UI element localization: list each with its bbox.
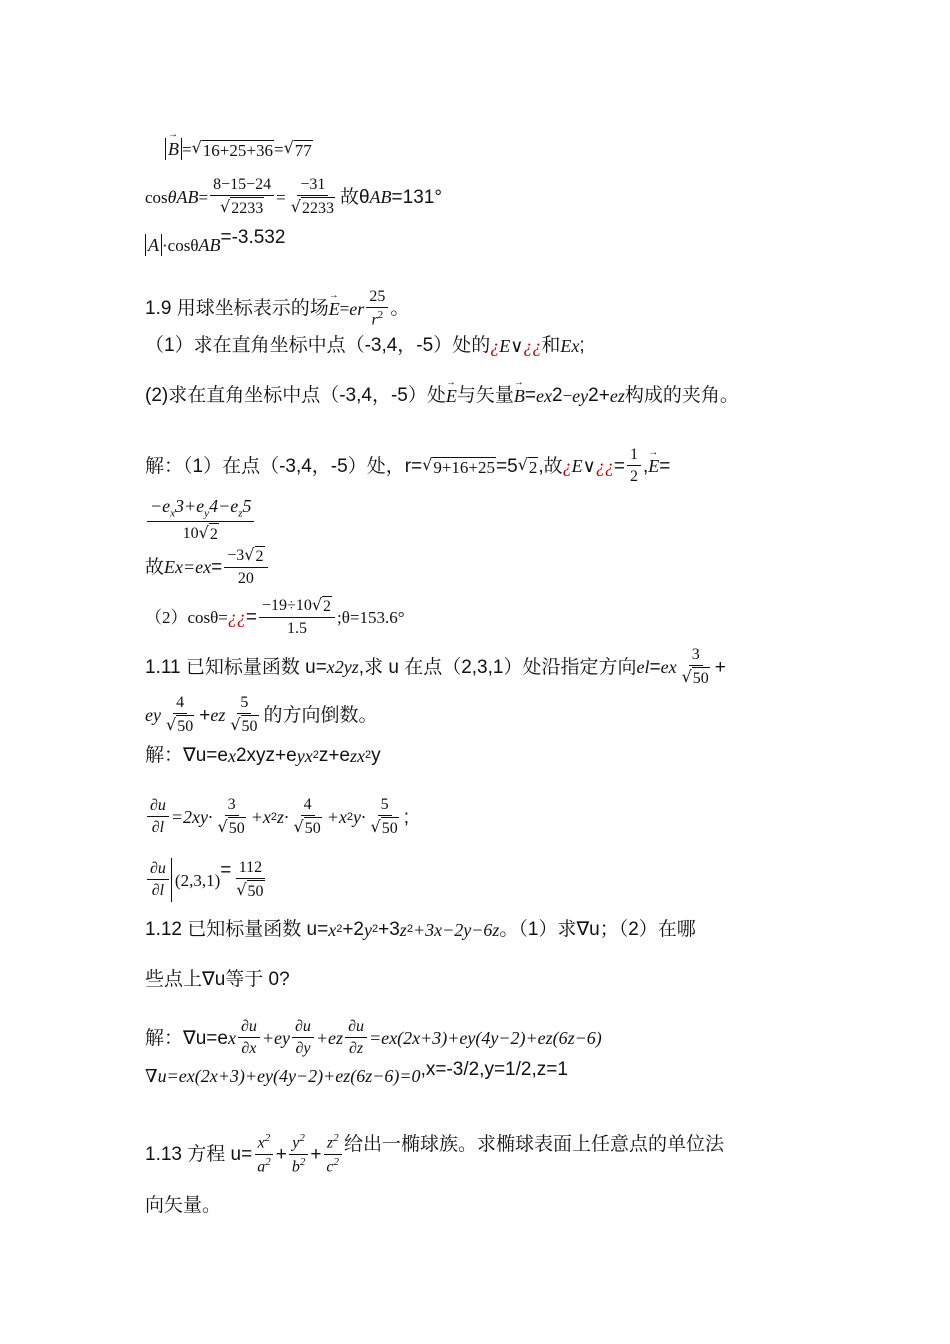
problem-1-11-line2: e y 4 √ 50 + e z 5 √ 50 的方向倒数。 bbox=[145, 694, 378, 736]
vector-b: → B bbox=[168, 139, 179, 159]
solution-1-11-line3: $\frac{\partial u}{\partial l}$ (2,3,1) = 112 √ 50 bbox=[145, 858, 910, 902]
sqrt-expression: √ 16+25+36 bbox=[191, 137, 273, 160]
problem-1-9-q1: （1）求在直角坐标中点（-3,4，-5）处的 ¿ E ∨ ¿¿ 和 E x ; bbox=[145, 335, 585, 356]
solution-1-12-line1: 解：∇u=e x $\frac{\partial u}{\partial x}$ +e y $\frac{\partial u}{\partial y}$ +e z $\frac{\partial u}{\partial z}$ =e x (2x+3)+e y (4y−2)+e z (6z−6) bbox=[145, 1018, 602, 1058]
projection-line: A ·cosθ AB =-3.532 bbox=[145, 234, 910, 256]
problem-1-13-line2: 向矢量。 bbox=[145, 1195, 222, 1216]
solution-1-11-line1: 解：∇u=e x 2xyz+e y x 2 z+e z x 2 y bbox=[145, 745, 381, 766]
solution-1-9-line4: （2）cosθ= ¿¿ = −19÷10 √ 2 1.5 ;θ=153.6° bbox=[145, 595, 405, 638]
problem-1-13-line1: 1.13 方程 u= $\frac{x^2}{a^2}$ + $\frac{y^2}{b^2}$ + $\frac{z^2}{c^2}$ 给出一椭球族。求椭球表面上任意点的单位法 bbox=[145, 1132, 725, 1176]
solution-1-11-line2: $\frac{\partial u}{\partial l}$ =2xy· 3 √ 50 +x 2 z· 4 √ 50 +x 2 y· 5 √ 50 ; bbox=[145, 796, 910, 839]
problem-1-9-q2: (2)求在直角坐标中点（-3,4，-5）处 → E 与矢量 → B = e x 2 − e y 2+ e z 构成的夹角。 bbox=[145, 386, 910, 405]
magnitude-b-line: → B = √ 16+25+36 = √ 77 bbox=[165, 138, 910, 160]
cos-theta-line: cos θ AB = 8−15−24 √ 2233 = −31 √ 2233 故θ AB =131° bbox=[145, 176, 442, 218]
fraction: 8−15−24 √ 2233 bbox=[210, 176, 274, 219]
problem-1-12-line2: 些点上∇u等于 0? bbox=[145, 969, 290, 990]
solution-1-9-line1: 解：（1）在点（-3,4，-5）处，r= √ 9+16+25 =5 √ 2 ,故 ¿ E ∨ ¿¿ = $\frac{1}{2}$ , → E = bbox=[145, 446, 910, 487]
fraction: −31 √ 2233 bbox=[290, 176, 334, 218]
solution-1-9-line2: $-e_x3+e_y4-e_z5$ 10 √ 2 bbox=[145, 496, 910, 544]
problem-1-11-line1: 1.11 已知标量函数 u= x 2 yz ,求 u 在点（2,3,1）处沿指定方向 e l = e x 3 √ 50 + bbox=[145, 646, 726, 688]
solution-1-9-line3: 故 E x =e x = −3 √ 2 20 bbox=[145, 546, 910, 589]
problem-1-9: 1.9 用球坐标表示的场 → E = e r $\frac{25}{r^2}$ 。 bbox=[145, 288, 910, 330]
solution-1-12-line2: ∇u=e x (2x+3)+e y (4y−2)+e z (6z−6)=0 ,x=-3/2,y=1/2,z=1 bbox=[145, 1059, 568, 1086]
problem-1-12-line1: 1.12 已知标量函数 u= x 2 +2 y 2 +3 z 2 +3x−2y−6z 。（1）求∇u；（2）在哪 bbox=[145, 919, 696, 940]
